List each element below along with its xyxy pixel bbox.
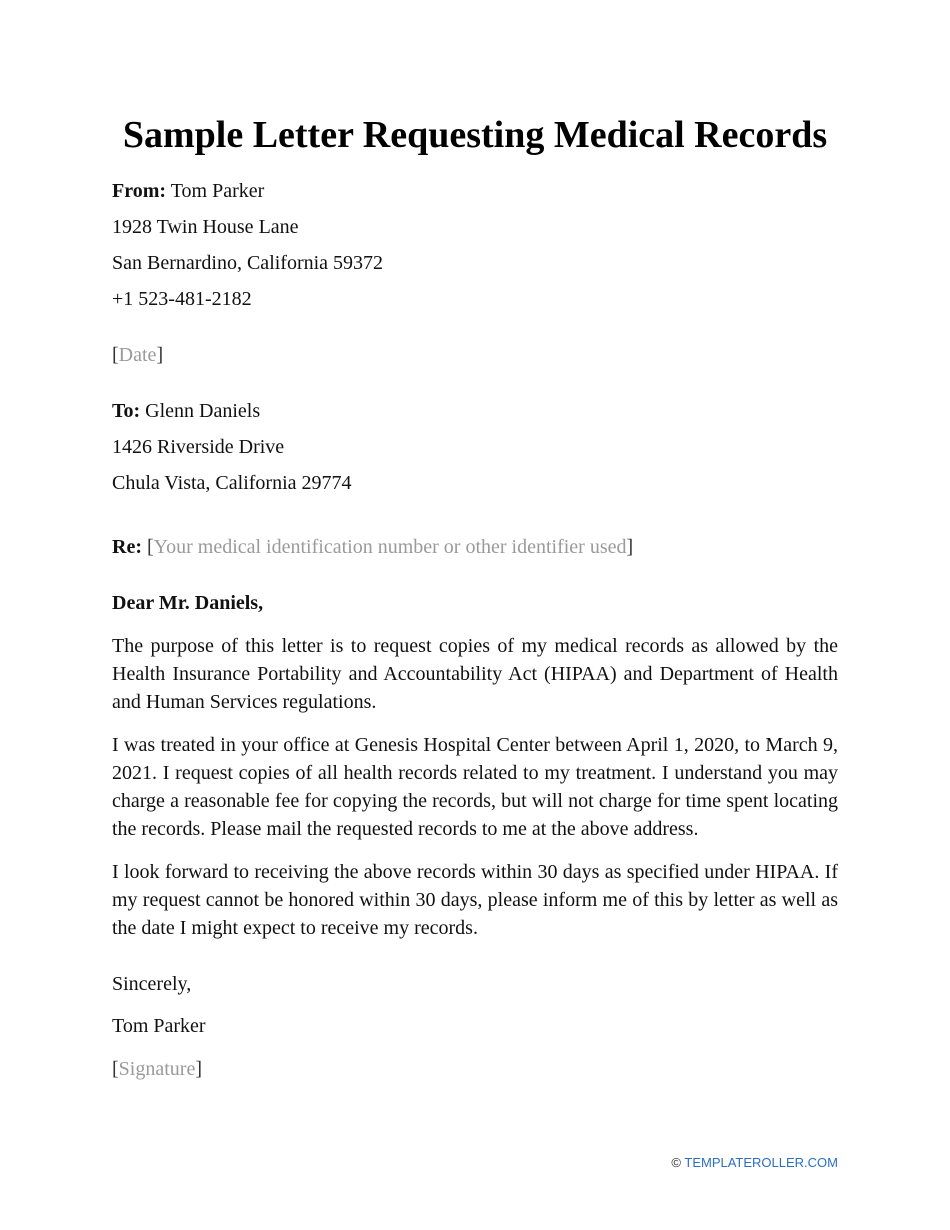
recipient-address-line1: 1426 Riverside Drive [112, 436, 285, 458]
sender-address-line2: San Bernardino, California 59372 [112, 252, 384, 274]
recipient-address-line2: Chula Vista, California 29774 [112, 472, 352, 494]
reference-bracket-close: ] [626, 536, 634, 558]
date-bracket-close: ] [156, 344, 164, 366]
sender-name: Tom Parker [170, 180, 265, 202]
sender-phone: +1 523-481-2182 [112, 288, 252, 310]
copyright-icon: © [671, 1155, 681, 1170]
signature-line [112, 1056, 202, 1082]
reference-line [112, 534, 633, 560]
reference-placeholder: Your medical identification number or other identifier used [153, 536, 627, 558]
templateroller-link[interactable]: TEMPLATEROLLER.COM [684, 1155, 838, 1170]
closing-name: Tom Parker [112, 1015, 206, 1037]
from-label: From: [112, 180, 167, 202]
body-paragraph-3: I look forward to receiving the above records within 30 days as specified under HIPAA. If my request cannot be honored within 30 days, please inform me of this by letter as well as the date I might expect to receive my records. [112, 861, 838, 939]
re-label: Re: [112, 536, 142, 558]
date-placeholder: Date [118, 344, 157, 366]
reference-bracket-open: [ [146, 536, 154, 558]
recipient-name-line [112, 398, 260, 424]
date-line [112, 342, 163, 368]
date-bracket-open: [ [112, 344, 119, 366]
body-paragraph-1: The purpose of this letter is to request copies of my medical records as allowed by the Health Insurance Portability and Accountability Act (HIPAA) and Department of Health and Human Services regulations. [112, 635, 838, 713]
valediction: Sincerely, [112, 973, 192, 995]
salutation: Dear Mr. Daniels, [112, 592, 264, 614]
body-paragraph-2: I was treated in your office at Genesis Hospital Center between April 1, 2020, to March 9, 2021. I request copies of all health records related to my treatment. I understand you may charge a reasonable fee for copying the records, but will not charge for time spent locating the records. Please mail the requested records to me at the above address. [112, 734, 838, 840]
document-title: Sample Letter Requesting Medical Records [122, 114, 828, 156]
signature-placeholder: Signature [118, 1058, 196, 1080]
signature-bracket-close: ] [195, 1058, 202, 1080]
sender-name-line [112, 178, 264, 204]
sender-address-line1: 1928 Twin House Lane [112, 216, 299, 238]
recipient-name: Glenn Daniels [145, 400, 261, 422]
signature-bracket-open: [ [112, 1058, 119, 1080]
footer-credit [671, 1154, 838, 1172]
to-label: To: [112, 400, 141, 422]
